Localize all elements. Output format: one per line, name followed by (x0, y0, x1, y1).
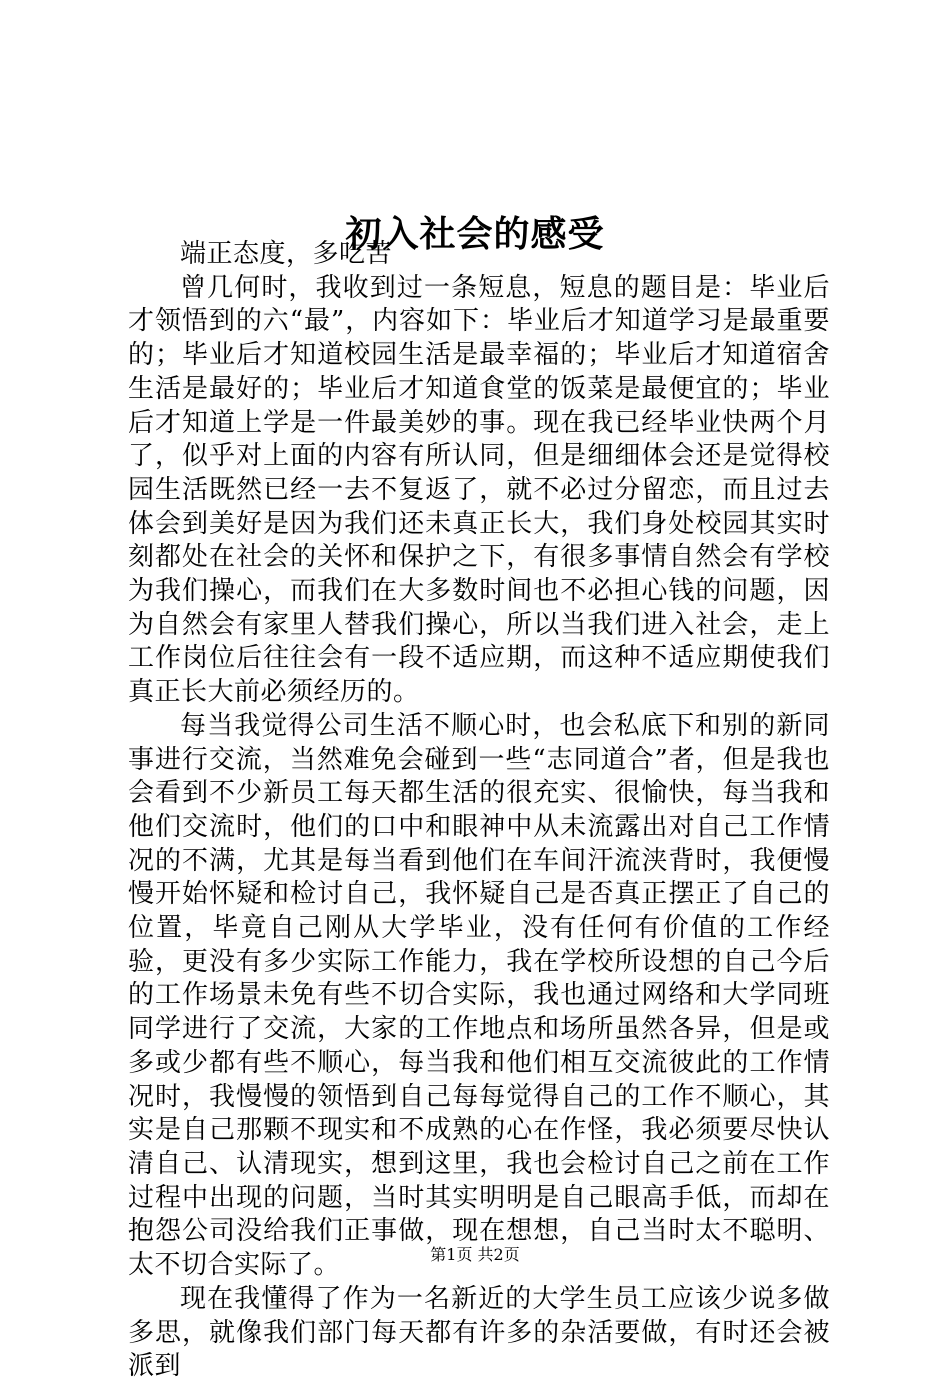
page-footer: 第1页 共2页 (430, 1245, 520, 1264)
paragraph-subheading: 端正态度，多吃苦 (180, 239, 393, 269)
paragraph: 现在我懂得了作为一名新近的大学生员工应该少说多做多思，就像我们部门每天都有许多的杂活要做，有时还会被派到 (128, 1283, 830, 1382)
paragraph: 每当我觉得公司生活不顺心时，也会私底下和别的新同事进行交流，当然难免会碰到一些“志同道合”者，但是我也会看到不少新员工每天都生活的很充实、很愉快，每当我和他们交流时，他们的口中和眼神中从未流露出对自己工作情况的不满，尤其是每当看到他们在车间汗流浃背时，我便慢慢开始怀疑和检讨自己，我怀疑自己是否真正摆正了自己的位置，毕竟自己刚从大学毕业，没有任何有价值的工作经验，更没有多少实际工作能力，我在学校所设想的自己今后的工作场景未免有些不切合实际，我也通过网络和大学同班同学进行了交流，大家的工作地点和场所虽然各异，但是或多或少都有些不顺心，每当我和他们相互交流彼此的工作情况时，我慢慢的领悟到自己每每觉得自己的工作不顺心，其实是自己那颗不现实和不成熟的心在作怪，我必须要尽快认清自己、认清现实，想到这里，我也会检讨自己之前在工作过程中出现的问题，当时其实明明是自己眼高手低，而却在抱怨公司没给我们正事做，现在想想，自己当时太不聪明、太不切合实际了。 (128, 710, 830, 1281)
paragraph: 曾几何时，我收到过一条短息，短息的题目是：毕业后才领悟到的六“最”，内容如下：毕业后才知道学习是最重要的；毕业后才知道校园生活是最幸福的；毕业后才知道宿舍生活是最好的；毕业后才知道食堂的饭菜是最便宜的；毕业后才知道上学是一件最美妙的事。现在我已经毕业快两个月了，似乎对上面的内容有所认同，但是细细体会还是觉得校园生活既然已经一去不复返了，就不必过分留恋，而且过去体会到美好是因为我们还未真正长大，我们身处校园其实时刻都处在社会的关怀和保护之下，有很多事情自然会有学校为我们操心，而我们在大多数时间也不必担心钱的问题，因为自然会有家里人替我们操心，所以当我们进入社会，走上工作岗位后往往会有一段不适应期，而这种不适应期使我们真正长大前必须经历的。 (128, 272, 830, 708)
page-title: 初入社会的感受 (345, 213, 605, 256)
body-text (128, 238, 830, 1384)
